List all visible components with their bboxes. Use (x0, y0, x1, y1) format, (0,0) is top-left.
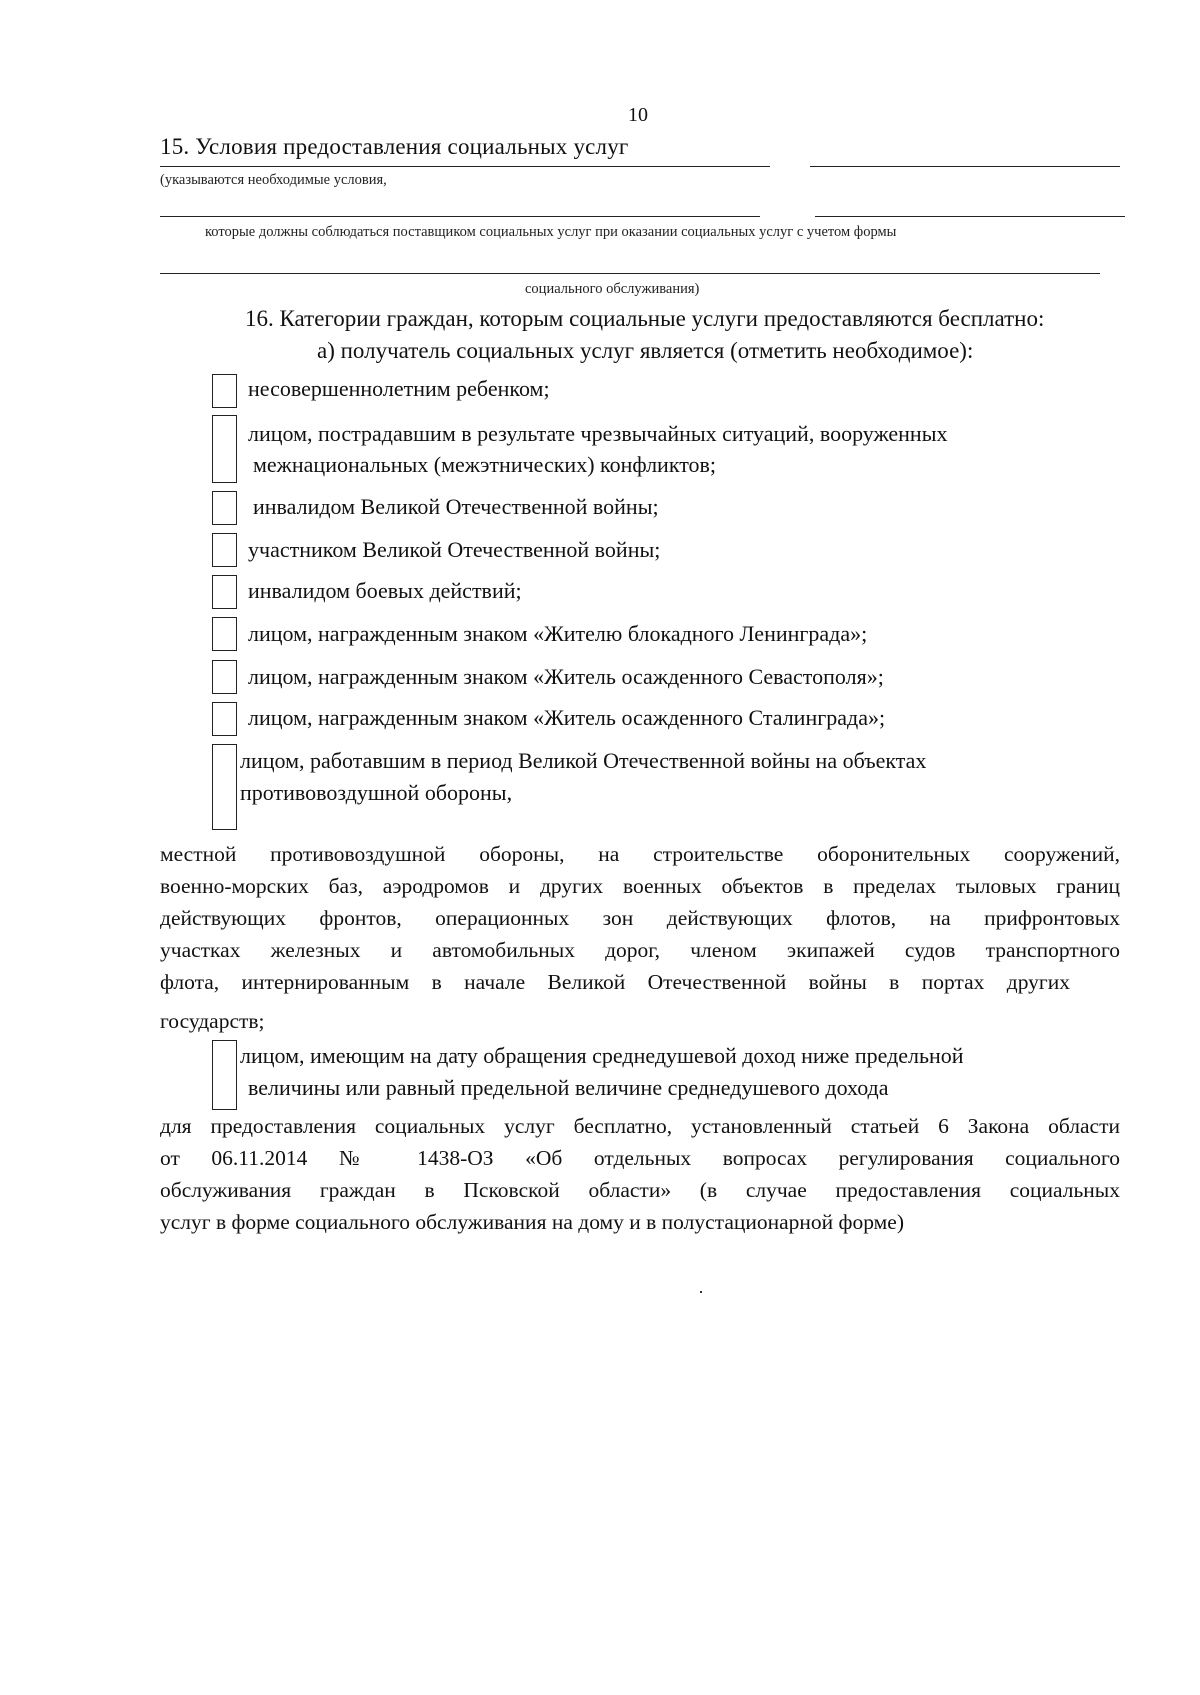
option-continuation-line: флота, интернированным в начале Великой Отечественной войны в портах других (160, 970, 1070, 994)
option-label: лицом, награжденным знаком «Житель осажденного Сталинграда»; (248, 705, 886, 730)
checkbox-stalingrad-badge[interactable] (212, 702, 237, 736)
section-15-hint: (указываются необходимые условия, (160, 172, 387, 188)
option-label: несовершеннолетним ребенком; (248, 376, 550, 401)
income-continuation-line: обслуживания граждан в Псковской области» (в случае предоставления социальных (160, 1178, 1120, 1202)
option-label: межнациональных (межэтнических) конфликтов; (253, 452, 717, 477)
option-label: лицом, работавшим в период Великой Отечественной войны на объектах (240, 748, 927, 773)
section-15-hint: социального обслуживания) (525, 281, 700, 297)
checkbox-ww2-participant[interactable] (212, 533, 237, 567)
fill-in-line[interactable] (810, 166, 1120, 167)
page-number: 10 (628, 104, 648, 126)
fill-in-line[interactable] (160, 216, 760, 217)
checkbox-combat-disabled[interactable] (212, 575, 237, 609)
income-continuation-line: услуг в форме социального обслуживания на дому и в полустационарной форме) (160, 1210, 904, 1234)
option-label: лицом, награжденным знаком «Жителю блокадного Ленинграда»; (248, 621, 868, 646)
income-continuation-line: для предоставления социальных услуг бесплатно, установленный статьей 6 Закона области (160, 1114, 1120, 1138)
section-16-subheading: а) получатель социальных услуг является (отметить необходимое): (317, 338, 974, 363)
fill-in-line[interactable] (815, 216, 1125, 217)
option-label: лицом, пострадавшим в результате чрезвычайных ситуаций, вооруженных (248, 421, 948, 446)
checkbox-sevastopol-badge[interactable] (212, 660, 237, 694)
option-continuation-line: участках железных и автомобильных дорог, членом экипажей судов транспортного (160, 938, 1120, 962)
checkbox-low-income[interactable] (212, 1040, 237, 1110)
option-label: противовоздушной обороны, (240, 780, 513, 805)
option-continuation-line: местной противовоздушной обороны, на строительстве оборонительных сооружений, (160, 842, 1120, 866)
fill-in-line[interactable] (160, 166, 770, 167)
option-label: величины или равный предельной величине среднедушевого дохода (248, 1075, 889, 1100)
option-continuation-line: государств; (160, 1009, 265, 1033)
checkbox-ww2-disabled[interactable] (212, 491, 237, 525)
section-15-hint: которые должны соблюдаться поставщиком социальных услуг при оказании социальных услуг с учетом формы (205, 224, 897, 240)
option-label: инвалидом Великой Отечественной войны; (253, 494, 659, 519)
option-continuation-line: военно-морских баз, аэродромов и других военных объектов в пределах тыловых границ (160, 874, 1120, 898)
checkbox-emergency-victim[interactable] (212, 415, 237, 483)
section-15-title: 15. Условия предоставления социальных услуг (160, 134, 629, 159)
scan-speck (700, 1291, 702, 1293)
checkbox-minor-child[interactable] (212, 374, 237, 408)
option-label: участником Великой Отечественной войны; (248, 537, 661, 562)
option-label: инвалидом боевых действий; (248, 578, 522, 603)
section-16-heading: 16. Категории граждан, которым социальные услуги предоставляются бесплатно: (245, 306, 1045, 331)
option-label: лицом, награжденным знаком «Житель осажденного Севастополя»; (248, 664, 884, 689)
option-label: лицом, имеющим на дату обращения среднедушевой доход ниже предельной (240, 1043, 964, 1068)
option-continuation-line: действующих фронтов, операционных зон действующих флотов, на прифронтовых (160, 906, 1120, 930)
checkbox-leningrad-badge[interactable] (212, 617, 237, 651)
fill-in-line[interactable] (160, 273, 1100, 274)
checkbox-air-defense-worker[interactable] (212, 744, 237, 830)
income-continuation-line: от 06.11.2014 № 1438-ОЗ «Об отдельных вопросах регулирования социального (160, 1146, 1120, 1170)
